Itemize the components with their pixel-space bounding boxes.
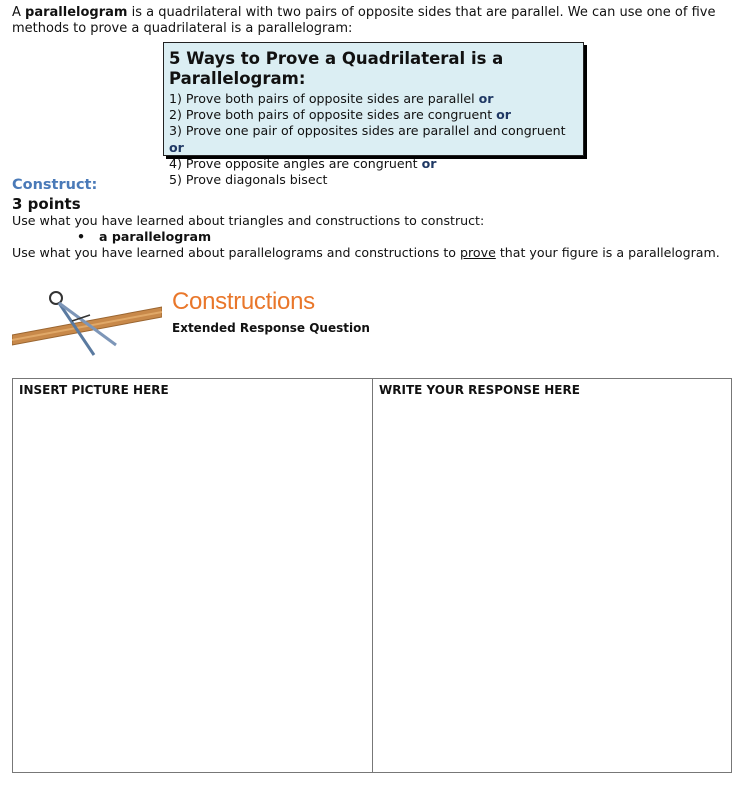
method-item: 1) Prove both pairs of opposite sides are parallel or bbox=[169, 91, 494, 106]
response-table bbox=[12, 378, 732, 773]
instruction-2: Use what you have learned about parallelograms and constructions to prove that your figure is a parallelogram. bbox=[12, 245, 720, 260]
intro-paragraph bbox=[12, 5, 732, 36]
construct-heading: Construct: bbox=[12, 177, 98, 193]
methods-title: 5 Ways to Prove a Quadrilateral is a Parallelogram: bbox=[169, 49, 504, 88]
points-label: 3 points bbox=[12, 195, 81, 213]
prove-emphasis: prove bbox=[460, 245, 496, 260]
bullet-text: a parallelogram bbox=[99, 229, 212, 244]
constructions-subtitle: Extended Response Question bbox=[172, 321, 370, 335]
method-item: 3) Prove one pair of opposites sides are parallel and congruent or bbox=[169, 123, 566, 155]
response-label: WRITE YOUR RESPONSE HERE bbox=[379, 383, 580, 397]
bullet-item bbox=[77, 229, 211, 244]
methods-box bbox=[163, 42, 584, 188]
intro-prefix: A bbox=[12, 5, 26, 20]
intro-rest: is a quadrilateral with two pairs of opposite sides that are parallel. We can use one of five methods to prove a quadrilateral is a parallelogram: bbox=[12, 5, 716, 36]
intro-term: parallelogram bbox=[25, 5, 128, 20]
picture-label: INSERT PICTURE HERE bbox=[19, 383, 169, 397]
method-item: 5) Prove diagonals bisect bbox=[169, 172, 328, 188]
picture-cell[interactable] bbox=[13, 379, 373, 772]
response-cell[interactable] bbox=[373, 379, 731, 772]
method-item: 4) Prove opposite angles are congruent or bbox=[169, 155, 437, 171]
method-item: 2) Prove both pairs of opposite sides are congruent or bbox=[169, 107, 512, 123]
instruction-1: Use what you have learned about triangles and constructions to construct: bbox=[12, 213, 485, 228]
bullet-mark: • bbox=[77, 229, 86, 244]
constructions-title: Constructions bbox=[172, 288, 315, 315]
compass-icon bbox=[12, 285, 162, 357]
